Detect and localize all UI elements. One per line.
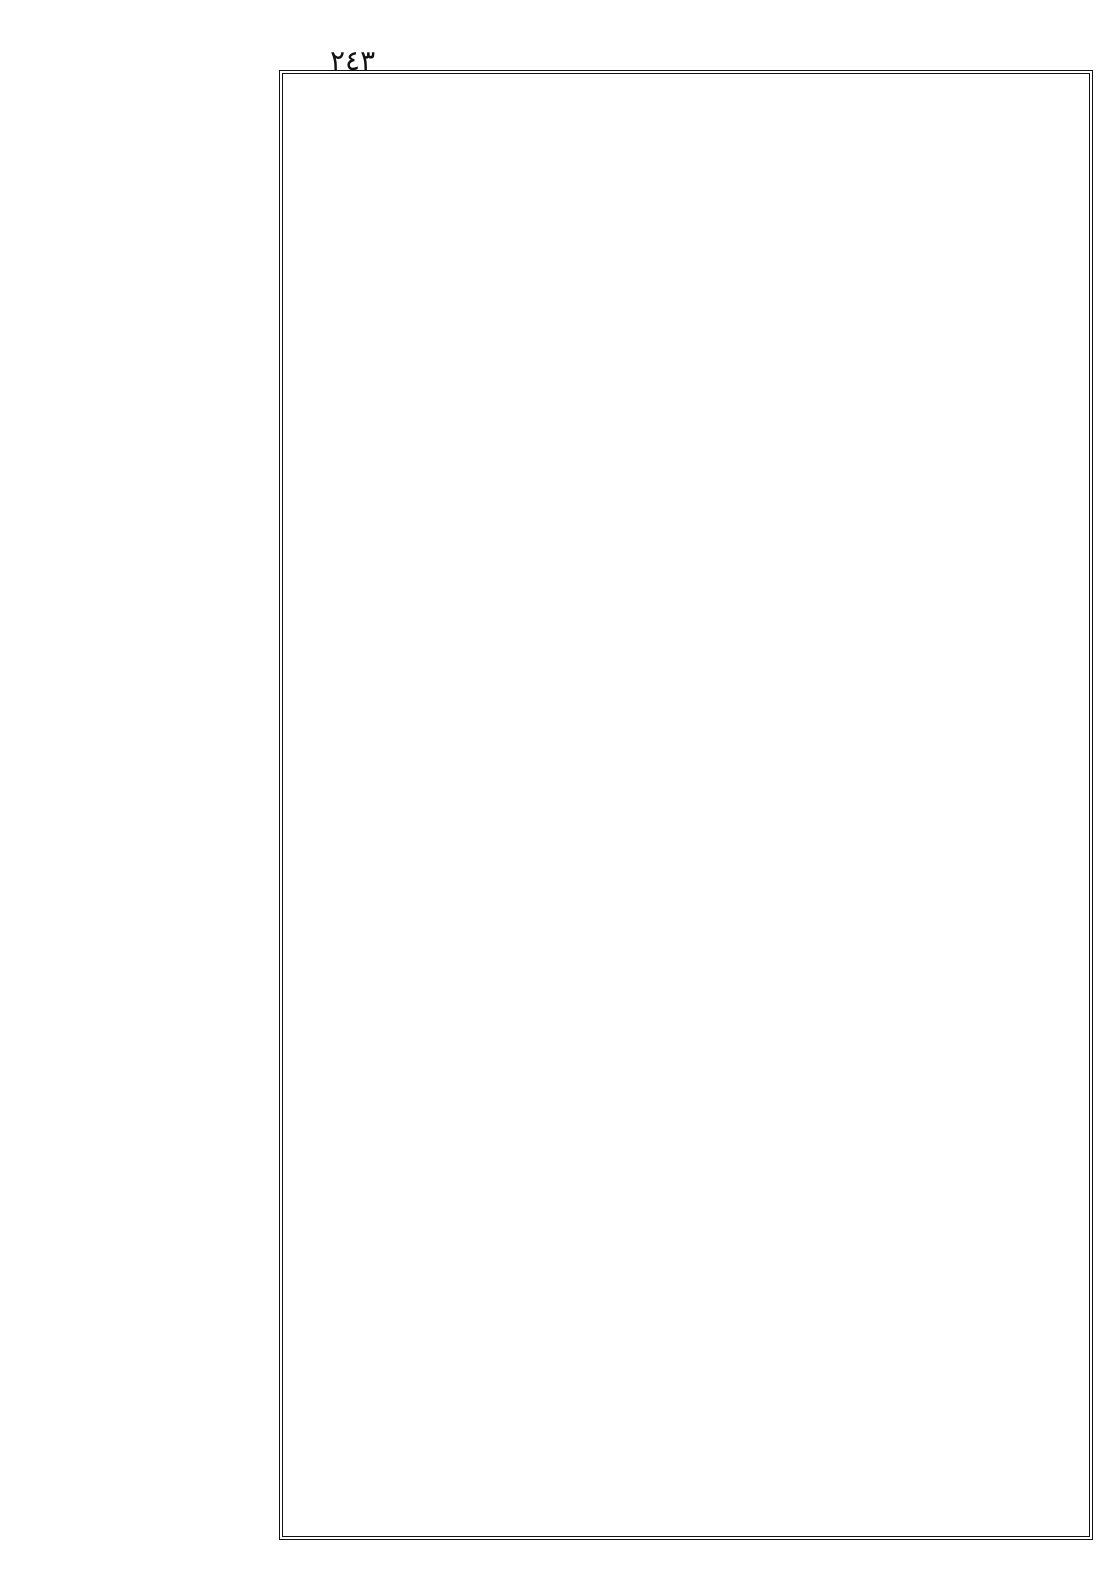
margin-commentary: [20, 160, 278, 1270]
main-text-frame: [279, 70, 1093, 1540]
main-text: [297, 92, 1075, 1518]
page-number: ٢٤٣: [330, 44, 376, 77]
